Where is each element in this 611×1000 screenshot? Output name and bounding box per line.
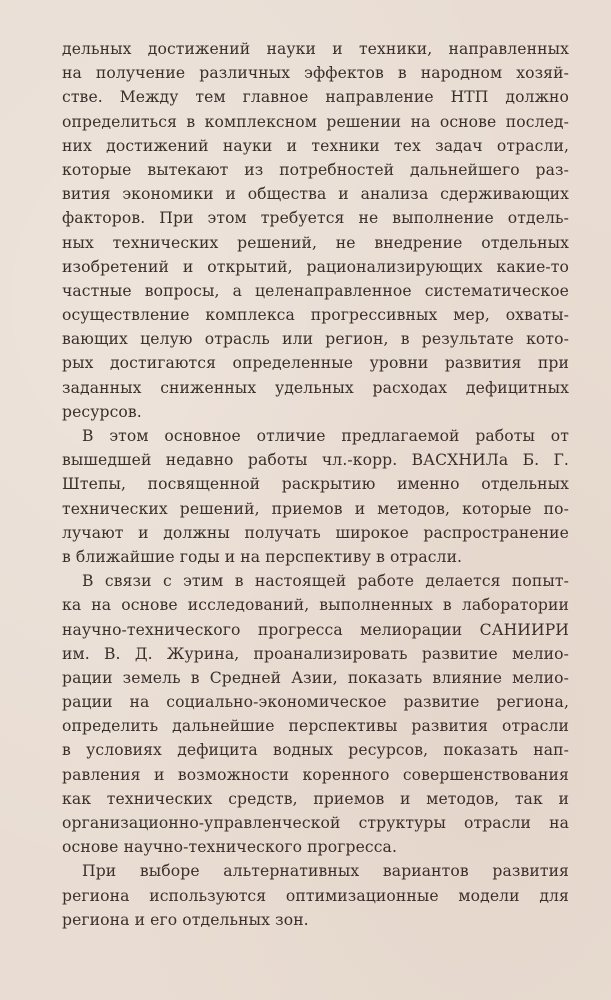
text-line: вития экономики и общества и анализа сдерживающих [62, 185, 569, 204]
paragraph [62, 424, 569, 569]
text-line: заданных сниженных удельных расходах дефицитных [62, 378, 569, 397]
text-line: изобретений и открытий, рационализирующих какие-то [62, 257, 569, 276]
text-line: региона и его отдельных зон. [62, 910, 309, 929]
text-line: основе научно-технического прогресса. [62, 838, 398, 857]
text-line: научно-технического прогресса мелиорации САНИИРИ [62, 620, 569, 639]
text-line: которые вытекают из потребностей дальнейшего раз- [62, 160, 569, 179]
text-line: им. В. Д. Журина, проанализировать развитие мелио- [62, 644, 569, 663]
text-line: вышедшей недавно работы чл.-корр. ВАСХНИЛа Б. Г. [62, 451, 569, 470]
text-line: дельных достижений науки и техники, направленных [62, 40, 569, 58]
text-line: частные вопросы, а целенаправленное систематическое [62, 281, 569, 300]
paragraph [62, 859, 569, 932]
text-line: в условиях дефицита водных ресурсов, показать нап- [62, 741, 569, 760]
text-line: факторов. При этом требуется не выполнение отдель- [62, 209, 569, 228]
text-line: В этом основное отличие предлагаемой работы от [82, 427, 569, 445]
text-line: рых достигаются определенные уровни развития при [62, 354, 569, 373]
text-line: При выборе альтернативных вариантов развития [82, 862, 569, 881]
text-line: лучают и должны получать широкое распространение [62, 523, 569, 542]
text-line: ресурсов. [62, 402, 142, 421]
text-line: ных технических решений, не внедрение отдельных [62, 233, 569, 252]
text-line: Штепы, посвященной раскрытию именно отдельных [62, 475, 569, 494]
text-line: осуществление комплекса прогрессивных мер, охваты- [62, 306, 569, 325]
text-line: равления и возможности коренного совершенствования [62, 765, 569, 784]
text-line: определиться в комплексном решении на основе послед- [62, 112, 569, 131]
text-line: как технических средств, приемов и методов, так и [62, 789, 569, 808]
paragraph [62, 569, 569, 859]
text-line: в ближайшие годы и на перспективу в отрасли. [62, 547, 463, 566]
text-line: В связи с этим в настоящей работе делается попыт- [82, 572, 569, 591]
text-line: региона используются оптимизационные модели для [62, 886, 569, 905]
page-text [62, 37, 569, 932]
paragraph [62, 37, 569, 424]
text-line: рации на социально-экономическое развитие региона, [62, 693, 569, 712]
text-line: определить дальнейшие перспективы развития отрасли [62, 717, 569, 736]
text-line: технических решений, приемов и методов, которые по- [62, 499, 569, 518]
text-line: них достижений науки и техники тех задач отрасли, [62, 136, 569, 155]
text-line: стве. Между тем главное направление НТП должно [62, 88, 569, 107]
text-line: ка на основе исследований, выполненных в лаборатории [62, 596, 569, 615]
text-line: организационно-управленческой структуры отрасли на [62, 814, 569, 832]
text-line: на получение различных эффектов в народном хозяй- [62, 64, 569, 83]
text-line: рации земель в Средней Азии, показать влияние мелио- [62, 668, 569, 687]
text-line: вающих целую отрасль или регион, в результате кото- [62, 330, 569, 349]
